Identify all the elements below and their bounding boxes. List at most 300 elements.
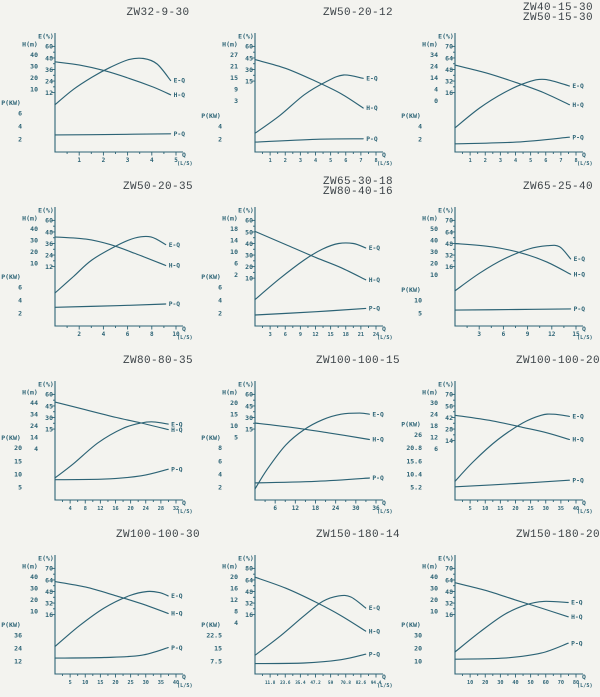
e-tick-label: 24 <box>45 77 53 86</box>
curve-p-q <box>455 309 571 310</box>
curve-h-q <box>455 65 569 105</box>
curve-label-p-q: P-Q <box>171 644 183 652</box>
x-tick-label: 6 <box>544 158 548 164</box>
curve-label-p-q: P-Q <box>366 136 378 143</box>
h-tick-label: 10 <box>430 607 438 616</box>
h-axis-label: H(m) <box>22 40 38 49</box>
x-tick-label: 24 <box>372 332 380 338</box>
h-tick-label: 6 <box>434 445 438 454</box>
e-axis-label: E(%) <box>238 554 254 563</box>
e-tick-label: 10 <box>245 274 253 283</box>
e-tick-label: 30 <box>245 413 253 422</box>
e-tick-label: 36 <box>45 239 53 248</box>
e-axis-label: E(%) <box>38 554 54 563</box>
p-tick-label: 10 <box>414 296 422 305</box>
h-tick-label: 10 <box>30 85 38 94</box>
p-tick-label: 5.2 <box>410 483 422 492</box>
x-tick-label: 59 <box>328 681 334 686</box>
x-tick-label: 15 <box>97 680 104 686</box>
x-tick-label: 11.8 <box>264 681 276 686</box>
h-axis-label: H(m) <box>22 388 38 397</box>
x-tick-label: 40 <box>512 680 519 686</box>
p-tick-label: 2 <box>18 309 22 318</box>
x-tick-label: 50 <box>527 680 534 686</box>
e-tick-label: 32 <box>445 251 453 260</box>
x-tick-label: 47.2 <box>310 681 321 686</box>
x-tick-label: 21 <box>357 332 364 338</box>
e-tick-label: 42 <box>445 413 453 422</box>
q-axis-label: Q <box>582 499 586 507</box>
h-tick-label: 34 <box>430 50 438 59</box>
x-tick-label: 25 <box>527 506 534 512</box>
curve-p-q <box>255 139 363 142</box>
curve-label-p-q: P-Q <box>368 305 381 313</box>
x-tick-label: 70 <box>557 680 564 686</box>
curve-label-e-q: E-Q <box>368 605 381 613</box>
curve-label-p-q: P-Q <box>572 477 584 485</box>
x-tick-label: 8 <box>149 331 154 338</box>
p-tick-label: 6 <box>218 283 222 292</box>
curve-label-e-q: E-Q <box>171 421 183 429</box>
h-tick-label: 18 <box>430 422 438 431</box>
x-unit-label: (L/S) <box>577 161 593 167</box>
e-tick-label: 30 <box>245 65 253 74</box>
h-tick-label: 12 <box>430 433 438 442</box>
curve-label-e-q: E-Q <box>372 411 384 419</box>
e-tick-label: 60 <box>45 390 53 399</box>
curve-label-h-q: H-Q <box>573 271 585 279</box>
e-tick-label: 64 <box>445 576 453 585</box>
x-tick-label: 1 <box>268 158 272 164</box>
p-tick-label: 22.5 <box>206 631 222 640</box>
pump-curve-chart <box>400 522 600 696</box>
p-tick-label: 2 <box>18 135 22 144</box>
x-tick-label: 5 <box>68 680 72 686</box>
curve-h-q <box>255 60 363 108</box>
curve-h-q <box>455 583 568 617</box>
curve-e-q <box>55 422 168 478</box>
x-tick-label: 7 <box>359 158 363 164</box>
axes <box>455 33 583 152</box>
h-tick-label: 40 <box>30 224 38 233</box>
e-tick-label: 80 <box>245 564 253 573</box>
h-tick-label: 30 <box>430 398 438 407</box>
e-axis-label: E(%) <box>438 380 454 389</box>
curve-label-h-q: H-Q <box>171 610 183 618</box>
e-tick-label: 45 <box>245 402 253 411</box>
chart-title: ZW65-25-40 <box>522 181 594 193</box>
e-tick-label: 15 <box>245 425 253 434</box>
curve-p-q <box>255 308 366 315</box>
p-tick-label: 6 <box>18 109 22 118</box>
curve-e-q <box>455 601 568 652</box>
curve-label-e-q: E-Q <box>572 83 584 91</box>
p-tick-label: 20 <box>14 444 22 453</box>
e-tick-label: 32 <box>45 599 53 608</box>
curve-label-p-q: P-Q <box>372 475 384 483</box>
chart-canvas <box>0 174 200 348</box>
x-unit-label: (L/S) <box>177 335 193 341</box>
curve-label-e-q: E-Q <box>173 77 185 85</box>
curve-label-p-q: P-Q <box>173 131 185 139</box>
x-tick-label: 30 <box>142 680 149 686</box>
x-unit-label: (L/S) <box>177 509 193 515</box>
pump-curve-chart <box>0 348 200 522</box>
p-axis-label: P(KW) <box>401 620 421 629</box>
x-tick-label: 12 <box>548 331 556 338</box>
e-tick-label: 60 <box>245 390 253 399</box>
h-tick-label: 21 <box>230 62 238 71</box>
chart-title: ZW100-100-30 <box>115 529 200 541</box>
e-axis-label: E(%) <box>238 380 254 389</box>
x-tick-label: 1 <box>468 158 472 164</box>
curve-e-q <box>255 75 363 133</box>
chart-canvas <box>0 522 200 696</box>
x-tick-label: 7 <box>559 158 563 164</box>
q-axis-label: Q <box>582 673 586 681</box>
chart-title: ZW50-20-35 <box>122 181 194 193</box>
curve-p-q <box>55 134 171 135</box>
axes <box>55 381 183 500</box>
e-tick-label: 45 <box>45 402 53 411</box>
e-axis-label: E(%) <box>38 206 54 215</box>
chart-canvas <box>200 0 400 174</box>
h-tick-label: 10 <box>230 422 238 431</box>
p-tick-label: 4 <box>18 296 22 305</box>
e-tick-label: 16 <box>445 88 453 97</box>
h-tick-label: 20 <box>30 248 38 257</box>
x-unit-label: (L/S) <box>377 509 393 515</box>
p-tick-label: 15 <box>14 457 22 466</box>
p-tick-label: 4 <box>218 470 222 479</box>
q-axis-label: Q <box>382 499 386 507</box>
chart-title: ZW80-80-35 <box>122 355 194 367</box>
x-tick-label: 20 <box>112 680 119 686</box>
h-tick-label: 0 <box>434 97 438 106</box>
x-tick-label: 3 <box>498 158 502 164</box>
h-tick-label: 40 <box>30 572 38 581</box>
p-tick-label: 6 <box>218 457 222 466</box>
axes <box>55 207 183 326</box>
curve-p-q <box>55 304 166 307</box>
h-tick-label: 5 <box>234 433 238 442</box>
x-tick-label: 80 <box>572 680 580 686</box>
axes <box>255 555 383 674</box>
h-tick-label: 27 <box>230 50 238 59</box>
p-axis-label: P(KW) <box>1 98 21 107</box>
p-axis-label: P(KW) <box>201 112 221 121</box>
p-tick-label: 20.8 <box>406 444 422 453</box>
x-tick-label: 40 <box>572 506 580 512</box>
x-tick-label: 35.4 <box>295 681 306 686</box>
axes <box>55 555 183 674</box>
x-tick-label: 30 <box>352 505 360 512</box>
chart-title: ZW50-15-30 <box>522 12 594 24</box>
e-axis-label: E(%) <box>438 206 454 215</box>
p-tick-label: 4 <box>418 122 422 131</box>
curve-label-e-q: E-Q <box>368 245 381 253</box>
p-tick-label: 10 <box>414 657 422 666</box>
x-tick-label: 25 <box>127 680 134 686</box>
curve-label-h-q: H-Q <box>368 277 381 284</box>
x-tick-label: 4 <box>68 506 72 512</box>
e-tick-label: 50 <box>245 228 253 237</box>
q-axis-label: Q <box>582 325 586 333</box>
h-tick-label: 24 <box>430 410 438 419</box>
h-tick-label: 20 <box>430 596 438 605</box>
curve-label-e-q: E-Q <box>171 593 183 601</box>
q-axis-label: Q <box>382 325 386 333</box>
h-axis-label: H(m) <box>422 40 438 49</box>
p-tick-label: 2 <box>218 309 222 318</box>
p-tick-label: 2 <box>418 135 422 144</box>
x-tick-label: 5 <box>529 158 533 164</box>
x-unit-label: (L/S) <box>177 161 193 167</box>
x-tick-label: 24 <box>332 505 340 512</box>
x-tick-label: 32 <box>172 506 180 512</box>
p-axis-label: P(KW) <box>201 433 221 442</box>
h-tick-label: 4 <box>34 445 38 454</box>
chart-title: ZW65-30-18 <box>322 176 394 188</box>
curve-label-p-q: P-Q <box>368 651 381 659</box>
chart-title: ZW40-15-30 <box>522 2 594 14</box>
e-tick-label: 70 <box>445 42 453 51</box>
e-tick-label: 60 <box>245 216 253 225</box>
chart-canvas <box>400 0 600 174</box>
x-unit-label: (L/S) <box>577 335 593 341</box>
e-axis-label: E(%) <box>238 206 254 215</box>
h-tick-label: 50 <box>430 224 438 233</box>
e-tick-label: 28 <box>445 425 453 434</box>
e-tick-label: 70 <box>445 390 453 399</box>
chart-canvas <box>400 174 600 348</box>
e-tick-label: 64 <box>445 228 453 237</box>
pump-curve-chart <box>200 348 400 522</box>
q-axis-label: Q <box>582 151 586 159</box>
chart-title: ZW100-100-15 <box>315 355 400 367</box>
h-tick-label: 40 <box>30 50 38 59</box>
h-tick-label: 30 <box>30 236 38 245</box>
pump-curve-chart <box>200 0 400 174</box>
curve-h-q <box>55 582 168 614</box>
curve-label-p-q: P-Q <box>573 306 585 314</box>
curve-label-p-q: P-Q <box>572 134 584 142</box>
h-tick-label: 20 <box>30 74 38 83</box>
e-tick-label: 70 <box>445 564 453 573</box>
x-unit-label: (L/S) <box>577 683 593 689</box>
p-axis-label: P(KW) <box>201 620 221 629</box>
e-tick-label: 16 <box>245 610 253 619</box>
x-tick-label: 94.4 <box>370 681 382 686</box>
x-tick-label: 6 <box>501 331 506 338</box>
h-tick-label: 10 <box>230 248 238 257</box>
h-tick-label: 18 <box>230 224 238 233</box>
h-tick-label: 30 <box>30 584 38 593</box>
h-axis-label: H(m) <box>222 40 238 49</box>
h-tick-label: 20 <box>230 572 238 581</box>
chart-canvas <box>200 348 400 522</box>
e-tick-label: 20 <box>245 262 253 271</box>
x-tick-label: 35 <box>157 680 164 686</box>
chart-title: ZW32-9-30 <box>126 7 190 19</box>
h-tick-label: 20 <box>30 596 38 605</box>
x-tick-label: 8 <box>83 506 87 512</box>
curve-e-q <box>455 79 569 128</box>
x-tick-label: 6 <box>273 505 277 512</box>
x-tick-label: 2 <box>101 157 106 164</box>
x-tick-label: 18 <box>311 505 320 512</box>
chart-canvas <box>200 174 400 348</box>
curve-label-h-q: H-Q <box>171 426 183 434</box>
h-tick-label: 2 <box>234 271 238 280</box>
axes <box>455 381 583 500</box>
curve-label-h-q: H-Q <box>572 101 584 109</box>
curve-p-q <box>455 137 569 144</box>
h-tick-label: 14 <box>30 433 38 442</box>
pump-curve-chart <box>400 0 600 174</box>
q-axis-label: Q <box>182 673 186 681</box>
curve-p-q <box>55 648 168 659</box>
x-tick-label: 18 <box>342 332 349 338</box>
chart-canvas <box>0 348 200 522</box>
p-tick-label: 30 <box>414 631 422 640</box>
e-tick-label: 12 <box>45 88 53 97</box>
pump-curve-chart <box>200 174 400 348</box>
h-tick-label: 9 <box>234 85 238 94</box>
x-tick-label: 2 <box>483 158 487 164</box>
e-axis-label: E(%) <box>38 32 54 41</box>
e-tick-label: 30 <box>245 251 253 260</box>
chart-title: ZW100-100-20 <box>515 355 600 367</box>
e-tick-label: 30 <box>45 413 53 422</box>
e-tick-label: 60 <box>245 42 253 51</box>
curve-label-e-q: E-Q <box>572 413 584 421</box>
e-tick-label: 45 <box>245 54 253 63</box>
x-tick-label: 5 <box>329 158 333 164</box>
h-tick-label: 30 <box>430 248 438 257</box>
curve-label-e-q: E-Q <box>366 75 378 83</box>
h-axis-label: H(m) <box>422 562 438 571</box>
h-tick-label: 24 <box>430 62 438 71</box>
curve-p-q <box>255 654 366 663</box>
p-tick-label: 10 <box>14 470 22 479</box>
x-tick-label: 5 <box>468 506 472 512</box>
chart-canvas <box>400 522 600 696</box>
x-tick-label: 10 <box>482 506 489 512</box>
chart-title: ZW50-20-12 <box>322 7 394 19</box>
chart-title: ZW80-40-16 <box>322 186 394 198</box>
p-axis-label: P(KW) <box>201 272 221 281</box>
x-tick-label: 3 <box>477 331 482 338</box>
x-tick-label: 20 <box>127 506 134 512</box>
x-tick-label: 6 <box>344 158 348 164</box>
h-tick-label: 15 <box>230 74 238 83</box>
curve-label-e-q: E-Q <box>168 241 181 249</box>
curve-label-h-q: H-Q <box>366 105 378 113</box>
curve-e-q <box>255 595 366 655</box>
h-axis-label: H(m) <box>22 214 38 223</box>
h-tick-label: 16 <box>230 584 238 593</box>
e-tick-label: 14 <box>445 436 453 445</box>
x-tick-label: 3 <box>298 158 302 164</box>
curve-h-q <box>255 577 366 631</box>
pump-curve-chart <box>0 0 200 174</box>
h-tick-label: 30 <box>430 584 438 593</box>
x-tick-label: 60 <box>542 680 549 686</box>
q-axis-label: Q <box>182 151 186 159</box>
p-tick-label: 4 <box>218 296 222 305</box>
x-tick-label: 12 <box>291 505 299 512</box>
h-tick-label: 6 <box>234 259 238 268</box>
x-tick-label: 20 <box>512 506 519 512</box>
x-unit-label: (L/S) <box>377 161 393 167</box>
x-tick-label: 15 <box>497 506 504 512</box>
x-unit-label: (L/S) <box>377 683 393 689</box>
e-tick-label: 56 <box>445 402 453 411</box>
x-tick-label: 20 <box>482 680 489 686</box>
p-tick-label: 15.6 <box>406 457 422 466</box>
e-tick-label: 64 <box>45 576 53 585</box>
pump-curve-chart <box>200 522 400 696</box>
pump-curve-chart <box>400 348 600 522</box>
curve-h-q <box>255 423 369 440</box>
curve-h-q <box>55 237 166 266</box>
chart-canvas <box>400 348 600 522</box>
x-tick-label: 9 <box>525 331 530 338</box>
p-tick-label: 12 <box>14 657 22 666</box>
e-tick-label: 15 <box>245 77 253 86</box>
p-tick-label: 2 <box>218 135 222 144</box>
x-tick-label: 28 <box>157 506 164 512</box>
e-tick-label: 48 <box>445 587 453 596</box>
curve-label-h-q: H-Q <box>168 262 181 270</box>
curve-e-q <box>55 58 171 105</box>
h-tick-label: 20 <box>230 398 238 407</box>
x-tick-label: 70.8 <box>340 681 351 686</box>
h-tick-label: 15 <box>230 410 238 419</box>
h-tick-label: 4 <box>434 85 438 94</box>
p-tick-label: 6 <box>18 283 22 292</box>
x-tick-label: 15 <box>572 331 580 338</box>
curve-label-p-q: P-Q <box>171 466 183 474</box>
x-tick-label: 9 <box>298 332 302 338</box>
p-tick-label: 7.5 <box>210 657 222 666</box>
p-axis-label: P(KW) <box>1 433 21 442</box>
h-tick-label: 44 <box>30 398 38 407</box>
chart-canvas <box>0 0 200 174</box>
x-tick-label: 16 <box>112 506 119 512</box>
e-tick-label: 60 <box>45 216 53 225</box>
p-tick-label: 15 <box>214 644 222 653</box>
q-axis-label: Q <box>182 325 186 333</box>
pump-curve-chart <box>0 174 200 348</box>
x-unit-label: (L/S) <box>377 335 393 341</box>
x-unit-label: (L/S) <box>177 683 193 689</box>
e-tick-label: 16 <box>445 610 453 619</box>
e-tick-label: 32 <box>445 77 453 86</box>
p-axis-label: P(KW) <box>401 286 421 295</box>
curve-label-p-q: P-Q <box>168 301 181 309</box>
x-tick-label: 30 <box>497 680 504 686</box>
h-tick-label: 10 <box>430 271 438 280</box>
x-tick-label: 30 <box>542 506 549 512</box>
x-tick-label: 5 <box>174 157 178 164</box>
curve-h-q <box>455 415 569 439</box>
x-tick-label: 35 <box>557 506 564 512</box>
h-tick-label: 10 <box>30 259 38 268</box>
h-axis-label: H(m) <box>222 388 238 397</box>
h-tick-label: 10 <box>30 607 38 616</box>
